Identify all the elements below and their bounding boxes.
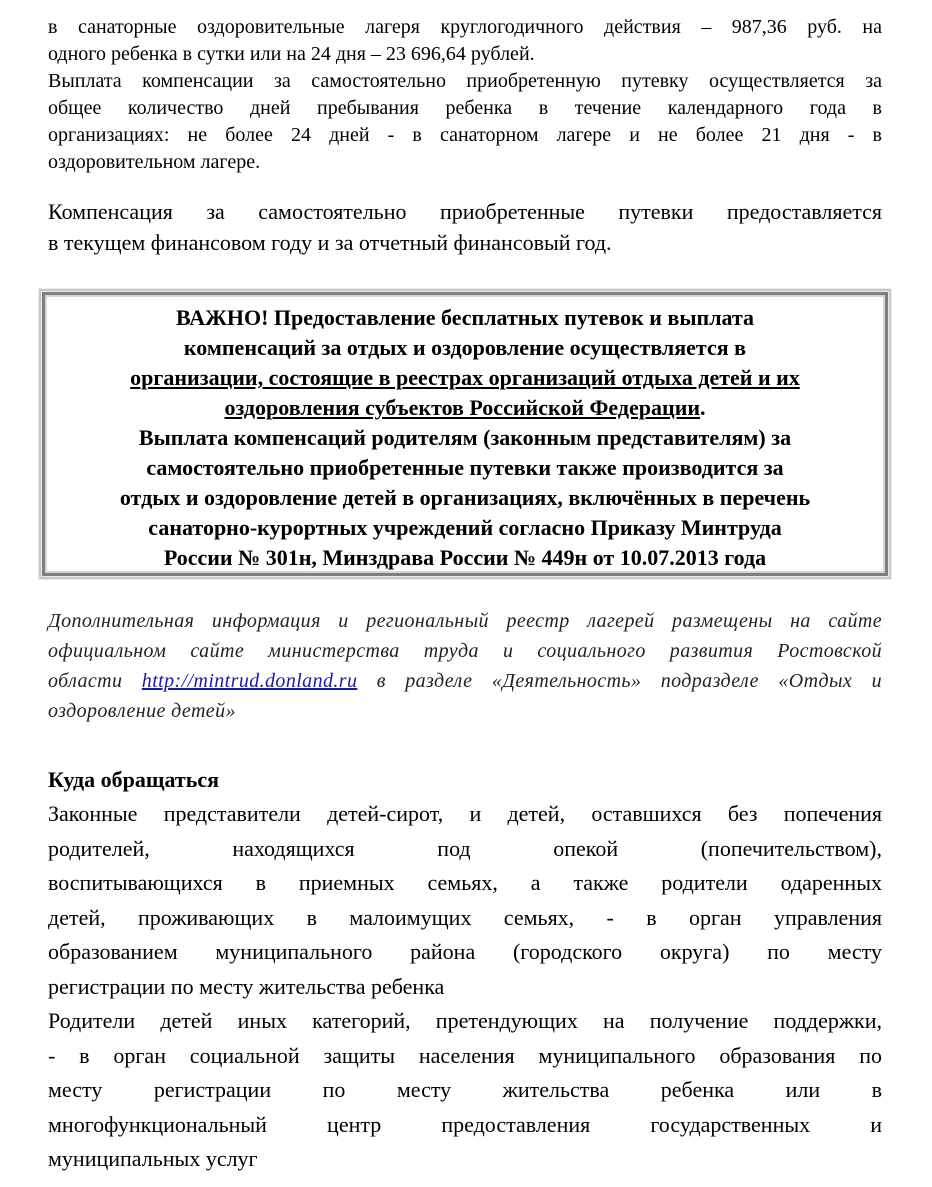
text-line: Выплата компенсации за самостоятельно приобретенную путевку осуществляется за [48,70,882,92]
text-line: многофункциональный центр предоставления государственных и [48,1111,882,1137]
notice-line: России № 301н, Минздрава России № 449н от 10.07.2013 года [163,545,767,570]
ministry-website-link[interactable]: http://mintrud.donland.ru [141,670,358,692]
text-line: Компенсация за самостоятельно приобретенные путевки предоставляется [48,199,882,224]
text-line: в санаторные оздоровительные лагеря круглогодичного действия – 987,36 руб. на [48,16,882,38]
info-line: оздоровление детей» [48,700,236,722]
text-line: Законные представители детей-сирот, и детей, оставшихся без попечения [48,801,882,826]
info-line [48,666,882,696]
info-line: Дополнительная информация и региональный реестр лагерей размещены на сайте [48,610,882,632]
where-to-apply-section [48,763,882,1177]
text-line: оздоровительном лагере. [48,151,261,173]
underlined-text: организации, состоящие в реестрах организаций отдыха детей и их [130,365,800,390]
compensation-period-paragraph [48,196,882,258]
notice-line [45,393,885,423]
notice-line: отдых и оздоровление детей в организациях, включённых в перечень [119,485,811,510]
section-heading: Куда обращаться [48,767,219,792]
text-line: организациях: не более 24 дней - в санаторном лагере и не более 21 дня - в [48,124,882,146]
text-line: регистрации по месту жительства ребенка [48,973,445,999]
notice-line: самостоятельно приобретенные путевки также производится за [146,455,784,480]
notice-line [45,363,885,393]
underlined-text: оздоровления субъектов Российской Федерации [224,395,701,420]
text-line: воспитывающихся в приемных семьях, а также родители одаренных [48,870,882,895]
important-notice-box [42,292,888,576]
important-notice-text [45,303,885,573]
text-line: месту регистрации по месту жительства ребенка или в [48,1077,882,1102]
text-line: муниципальных услуг [48,1146,258,1171]
notice-line-tail: . [700,395,706,420]
text-line: детей, проживающих в малоимущих семьях, - в орган управления [48,904,882,930]
text-line: родителей, находящихся под опекой (попечительством), [48,835,882,861]
notice-line: компенсаций за отдых и оздоровление осуществляется в [183,335,747,360]
info-text: области [48,670,142,692]
notice-line: ВАЖНО! Предоставление бесплатных путевок и выплата [175,305,755,330]
compensation-amount-paragraph [48,14,882,176]
text-line: общее количество дней пребывания ребенка в течение календарного года в [48,97,882,119]
notice-line: санаторно-курортных учреждений согласно Приказу Минтруда [148,515,782,540]
notice-line: Выплата компенсаций родителям (законным представителям) за [138,425,792,450]
text-line: образованием муниципального района (городского округа) по месту [48,939,882,964]
info-line: официальном сайте министерства труда и социального развития Ростовской [48,640,882,662]
text-line: одного ребенка в сутки или на 24 дня – 23 696,64 рублей. [48,43,535,65]
info-text: в разделе «Деятельность» подразделе «Отдых и [357,670,882,692]
document-page [48,14,882,258]
text-line: - в орган социальной защиты населения муниципального образования по [48,1042,882,1068]
text-line: Родители детей иных категорий, претендующих на получение поддержки, [48,1008,882,1033]
additional-info-paragraph [48,606,882,726]
text-line: в текущем финансовом году и за отчетный финансовый год. [48,230,612,255]
